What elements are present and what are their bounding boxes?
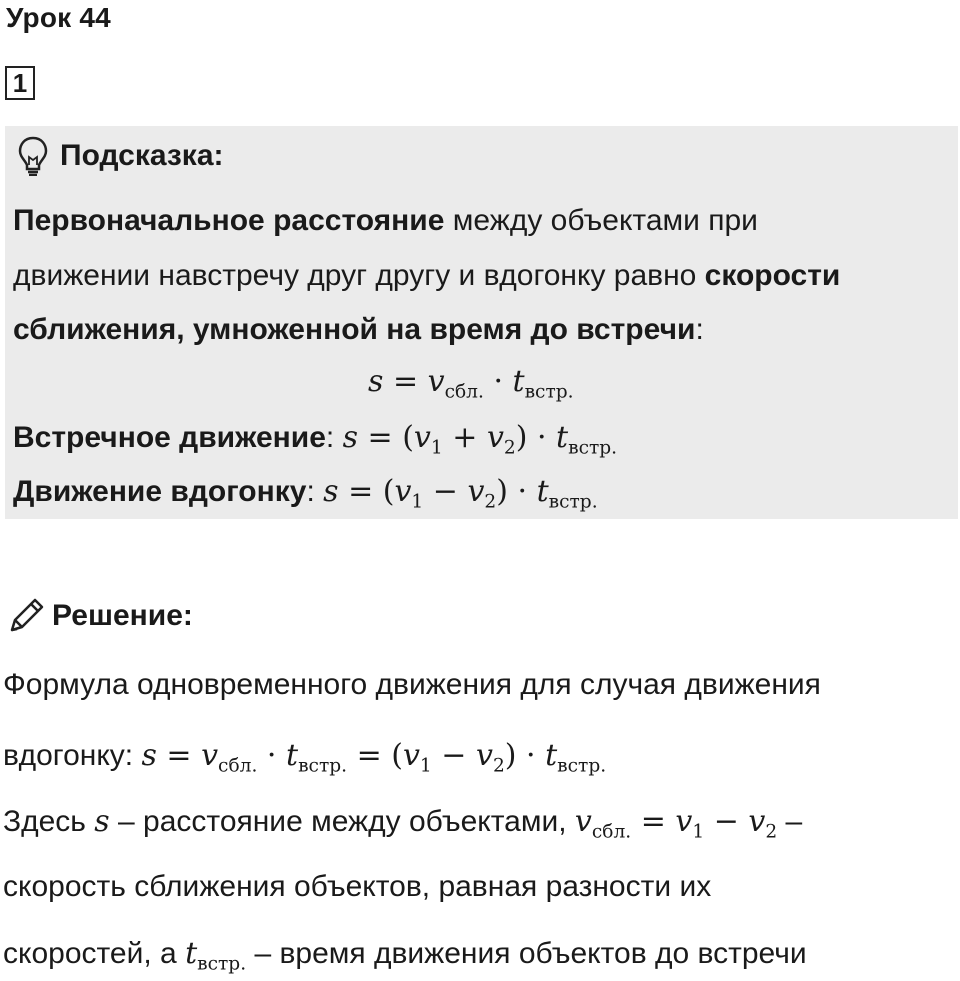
hint-term-speed: скорости <box>704 259 841 292</box>
lightbulb-icon <box>18 136 48 176</box>
solution-line-3-c: – <box>777 805 803 838</box>
formula-main: $s = v_{сбл.} \cdot t_{встр.}$ <box>368 364 574 403</box>
solution-line-5-a: скоростей, а <box>3 937 186 970</box>
meet-label: Встречное движение <box>13 421 326 454</box>
hint-line-3 <box>13 313 704 347</box>
task-number-box <box>5 66 35 100</box>
hint-term-approach: сближения, умноженной на время до встречи <box>13 313 696 346</box>
solution-line-5: скоростей, а $t_{встр.}$ – время движения объектов до встречи <box>3 936 807 975</box>
solution-line-1: Формула одновременного движения для случая движения <box>3 668 821 701</box>
solution-line-3-a: Здесь <box>3 805 95 838</box>
chase-line: Движение вдогонку: $s = (v_1 - v_2) \cdot t_{встр.}$ <box>13 474 598 513</box>
hint-term-initial-distance: Первоначальное расстояние <box>13 204 445 237</box>
solution-line-2-text: вдогонку: <box>3 739 142 772</box>
hint-line-3-text: : <box>695 313 704 346</box>
lesson-title: Урок 44 <box>6 2 111 33</box>
solution-heading: Решение: <box>52 599 193 632</box>
solution-heading-row <box>6 596 193 636</box>
solution-line-5-b: – время движения объектов до встречи <box>246 937 807 970</box>
solution-line-3-b: – расстояние между объектами, <box>109 805 575 838</box>
meet-line: Встречное движение: $s = (v_1 + v_2) \cdot t_{встр.}$ <box>13 420 618 459</box>
solution-line-2: вдогонку: $s = v_{сбл.} \cdot t_{встр.} = (v_1 - v_2) \cdot t_{встр.}$ <box>3 738 607 777</box>
hint-heading-row <box>18 136 224 176</box>
hint-line-2-text: движении навстречу друг другу и вдогонку равно <box>13 259 705 292</box>
hint-line-1-text: между объектами при <box>444 204 758 237</box>
solution-line-4: скорость сближения объектов, равная разности их <box>3 870 712 903</box>
hint-line-2 <box>13 259 840 293</box>
pencil-icon <box>6 596 46 636</box>
task-number: 1 <box>12 67 28 98</box>
solution-line-3: Здесь s – расстояние между объектами, $v_{сбл.} = v_1 - v_2$ – <box>3 804 803 843</box>
chase-label: Движение вдогонку <box>13 475 307 508</box>
hint-line-1 <box>13 204 758 238</box>
hint-heading: Подсказка: <box>60 139 224 172</box>
